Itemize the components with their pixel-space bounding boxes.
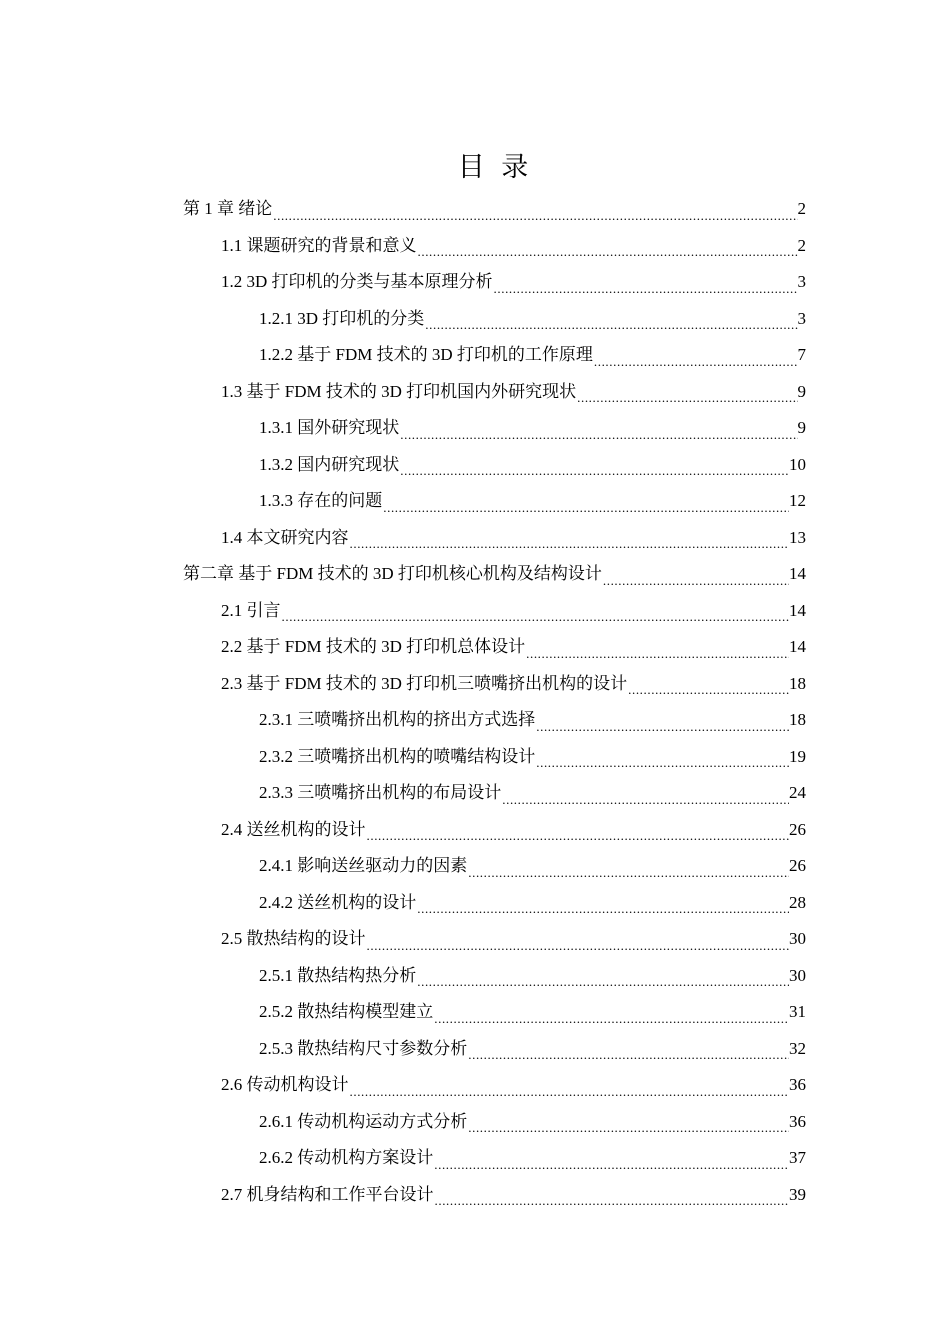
toc-list [0,191,950,1213]
toc-entry[interactable] [0,191,950,228]
toc-entry-page-number: 12 [789,491,806,511]
toc-entry-label: 2.3.1 三喷嘴挤出机构的挤出方式选择 [259,710,536,730]
toc-entry[interactable] [0,374,950,411]
toc-entry[interactable] [0,410,950,447]
toc-entry-page-number: 3 [797,272,806,292]
toc-entry-page-number: 30 [789,965,806,985]
toc-dot-leader [525,647,789,660]
toc-entry[interactable] [0,593,950,630]
toc-entry-page-number: 28 [789,892,806,912]
toc-dot-leader [366,939,790,952]
toc-entry-label: 1.2.2 基于 FDM 技术的 3D 打印机的工作原理 [259,345,593,365]
toc-entry[interactable] [0,301,950,338]
toc-entry[interactable] [0,1067,950,1104]
toc-entry[interactable] [0,994,950,1031]
toc-dot-leader [493,282,798,295]
toc-entry[interactable] [0,629,950,666]
toc-entry-page-number: 7 [797,345,806,365]
toc-entry-page-number: 2 [797,235,806,255]
toc-entry-label: 1.1 课题研究的背景和意义 [221,235,417,255]
toc-entry-page-number: 14 [789,637,806,657]
toc-entry-page-number: 36 [789,1111,806,1131]
toc-dot-leader [535,720,789,733]
toc-entry-label: 1.3 基于 FDM 技术的 3D 打印机国内外研究现状 [221,381,577,401]
toc-entry-page-number: 2 [797,199,806,219]
toc-entry-page-number: 36 [789,1075,806,1095]
toc-entry-label: 第二章 基于 FDM 技术的 3D 打印机核心机构及结构设计 [183,564,602,584]
toc-dot-leader [434,1194,790,1207]
toc-entry-label: 1.3.1 国外研究现状 [259,418,400,438]
toc-entry-label: 1.4 本文研究内容 [221,527,349,547]
toc-entry[interactable] [0,337,950,374]
toc-entry-label: 1.3.2 国内研究现状 [259,454,400,474]
toc-entry-page-number: 24 [789,783,806,803]
toc-entry-label: 2.4 送丝机构的设计 [221,819,366,839]
toc-entry-label: 2.4.1 影响送丝驱动力的因素 [259,856,468,876]
toc-entry-page-number: 9 [797,418,806,438]
toc-entry-label: 第 1 章 绪论 [183,199,273,219]
toc-dot-leader [366,829,790,842]
toc-entry-label: 2.5.3 散热结构尺寸参数分析 [259,1038,468,1058]
toc-dot-leader [433,1012,789,1025]
toc-entry-page-number: 13 [789,527,806,547]
toc-title: 目 录 [457,152,533,183]
toc-dot-leader [535,756,789,769]
toc-entry-page-number: 3 [797,308,806,328]
toc-dot-leader [399,464,789,477]
toc-dot-leader [382,501,789,514]
toc-entry[interactable] [0,739,950,776]
toc-dot-leader [433,1158,789,1171]
toc-dot-leader [467,866,789,879]
toc-entry[interactable] [0,520,950,557]
toc-entry-label: 2.6.2 传动机构方案设计 [259,1148,434,1168]
toc-dot-leader [501,793,789,806]
toc-dot-leader [593,355,798,368]
toc-entry-label: 2.5.2 散热结构模型建立 [259,1002,434,1022]
toc-dot-leader [467,1121,789,1134]
toc-entry-page-number: 10 [789,454,806,474]
toc-dot-leader [281,610,790,623]
toc-entry[interactable] [0,775,950,812]
toc-entry-label: 2.2 基于 FDM 技术的 3D 打印机总体设计 [221,637,526,657]
toc-entry-label: 2.6.1 传动机构运动方式分析 [259,1111,468,1131]
toc-entry-label: 1.2 3D 打印机的分类与基本原理分析 [221,272,493,292]
toc-dot-leader [349,537,790,550]
toc-entry-page-number: 26 [789,856,806,876]
toc-entry-label: 2.5.1 散热结构热分析 [259,965,417,985]
toc-entry[interactable] [0,921,950,958]
toc-dot-leader [416,902,789,915]
toc-entry[interactable] [0,958,950,995]
toc-entry-page-number: 14 [789,600,806,620]
toc-entry[interactable] [0,885,950,922]
toc-entry[interactable] [0,1104,950,1141]
toc-entry[interactable] [0,1177,950,1214]
toc-entry[interactable] [0,848,950,885]
toc-entry[interactable] [0,447,950,484]
toc-entry-page-number: 14 [789,564,806,584]
toc-entry-page-number: 30 [789,929,806,949]
toc-entry-label: 2.3 基于 FDM 技术的 3D 打印机三喷嘴挤出机构的设计 [221,673,628,693]
toc-entry-label: 2.3.3 三喷嘴挤出机构的布局设计 [259,783,502,803]
toc-dot-leader [602,574,789,587]
toc-entry-label: 1.2.1 3D 打印机的分类 [259,308,425,328]
toc-dot-leader [424,318,797,331]
toc-entry-page-number: 37 [789,1148,806,1168]
toc-entry[interactable] [0,666,950,703]
toc-dot-leader [467,1048,789,1061]
toc-dot-leader [272,209,797,222]
toc-entry-page-number: 26 [789,819,806,839]
toc-entry-label: 2.1 引言 [221,600,281,620]
toc-entry-page-number: 19 [789,746,806,766]
toc-entry-page-number: 9 [797,381,806,401]
toc-entry[interactable] [0,812,950,849]
toc-entry[interactable] [0,264,950,301]
toc-dot-leader [417,245,798,258]
toc-dot-leader [399,428,797,441]
toc-entry-page-number: 31 [789,1002,806,1022]
toc-entry[interactable] [0,556,950,593]
toc-dot-leader [576,391,797,404]
toc-entry-page-number: 32 [789,1038,806,1058]
toc-dot-leader [627,683,789,696]
toc-entry-label: 2.3.2 三喷嘴挤出机构的喷嘴结构设计 [259,746,536,766]
toc-entry-label: 2.4.2 送丝机构的设计 [259,892,417,912]
toc-entry-page-number: 18 [789,710,806,730]
toc-entry[interactable] [0,702,950,739]
toc-entry[interactable] [0,483,950,520]
toc-dot-leader [349,1085,790,1098]
toc-entry[interactable] [0,1031,950,1068]
toc-entry-label: 2.7 机身结构和工作平台设计 [221,1184,434,1204]
toc-entry-page-number: 39 [789,1184,806,1204]
toc-entry-page-number: 18 [789,673,806,693]
toc-entry-label: 1.3.3 存在的问题 [259,491,383,511]
toc-entry-label: 2.6 传动机构设计 [221,1075,349,1095]
toc-entry-label: 2.5 散热结构的设计 [221,929,366,949]
toc-entry[interactable] [0,228,950,265]
toc-dot-leader [416,975,789,988]
toc-entry[interactable] [0,1140,950,1177]
